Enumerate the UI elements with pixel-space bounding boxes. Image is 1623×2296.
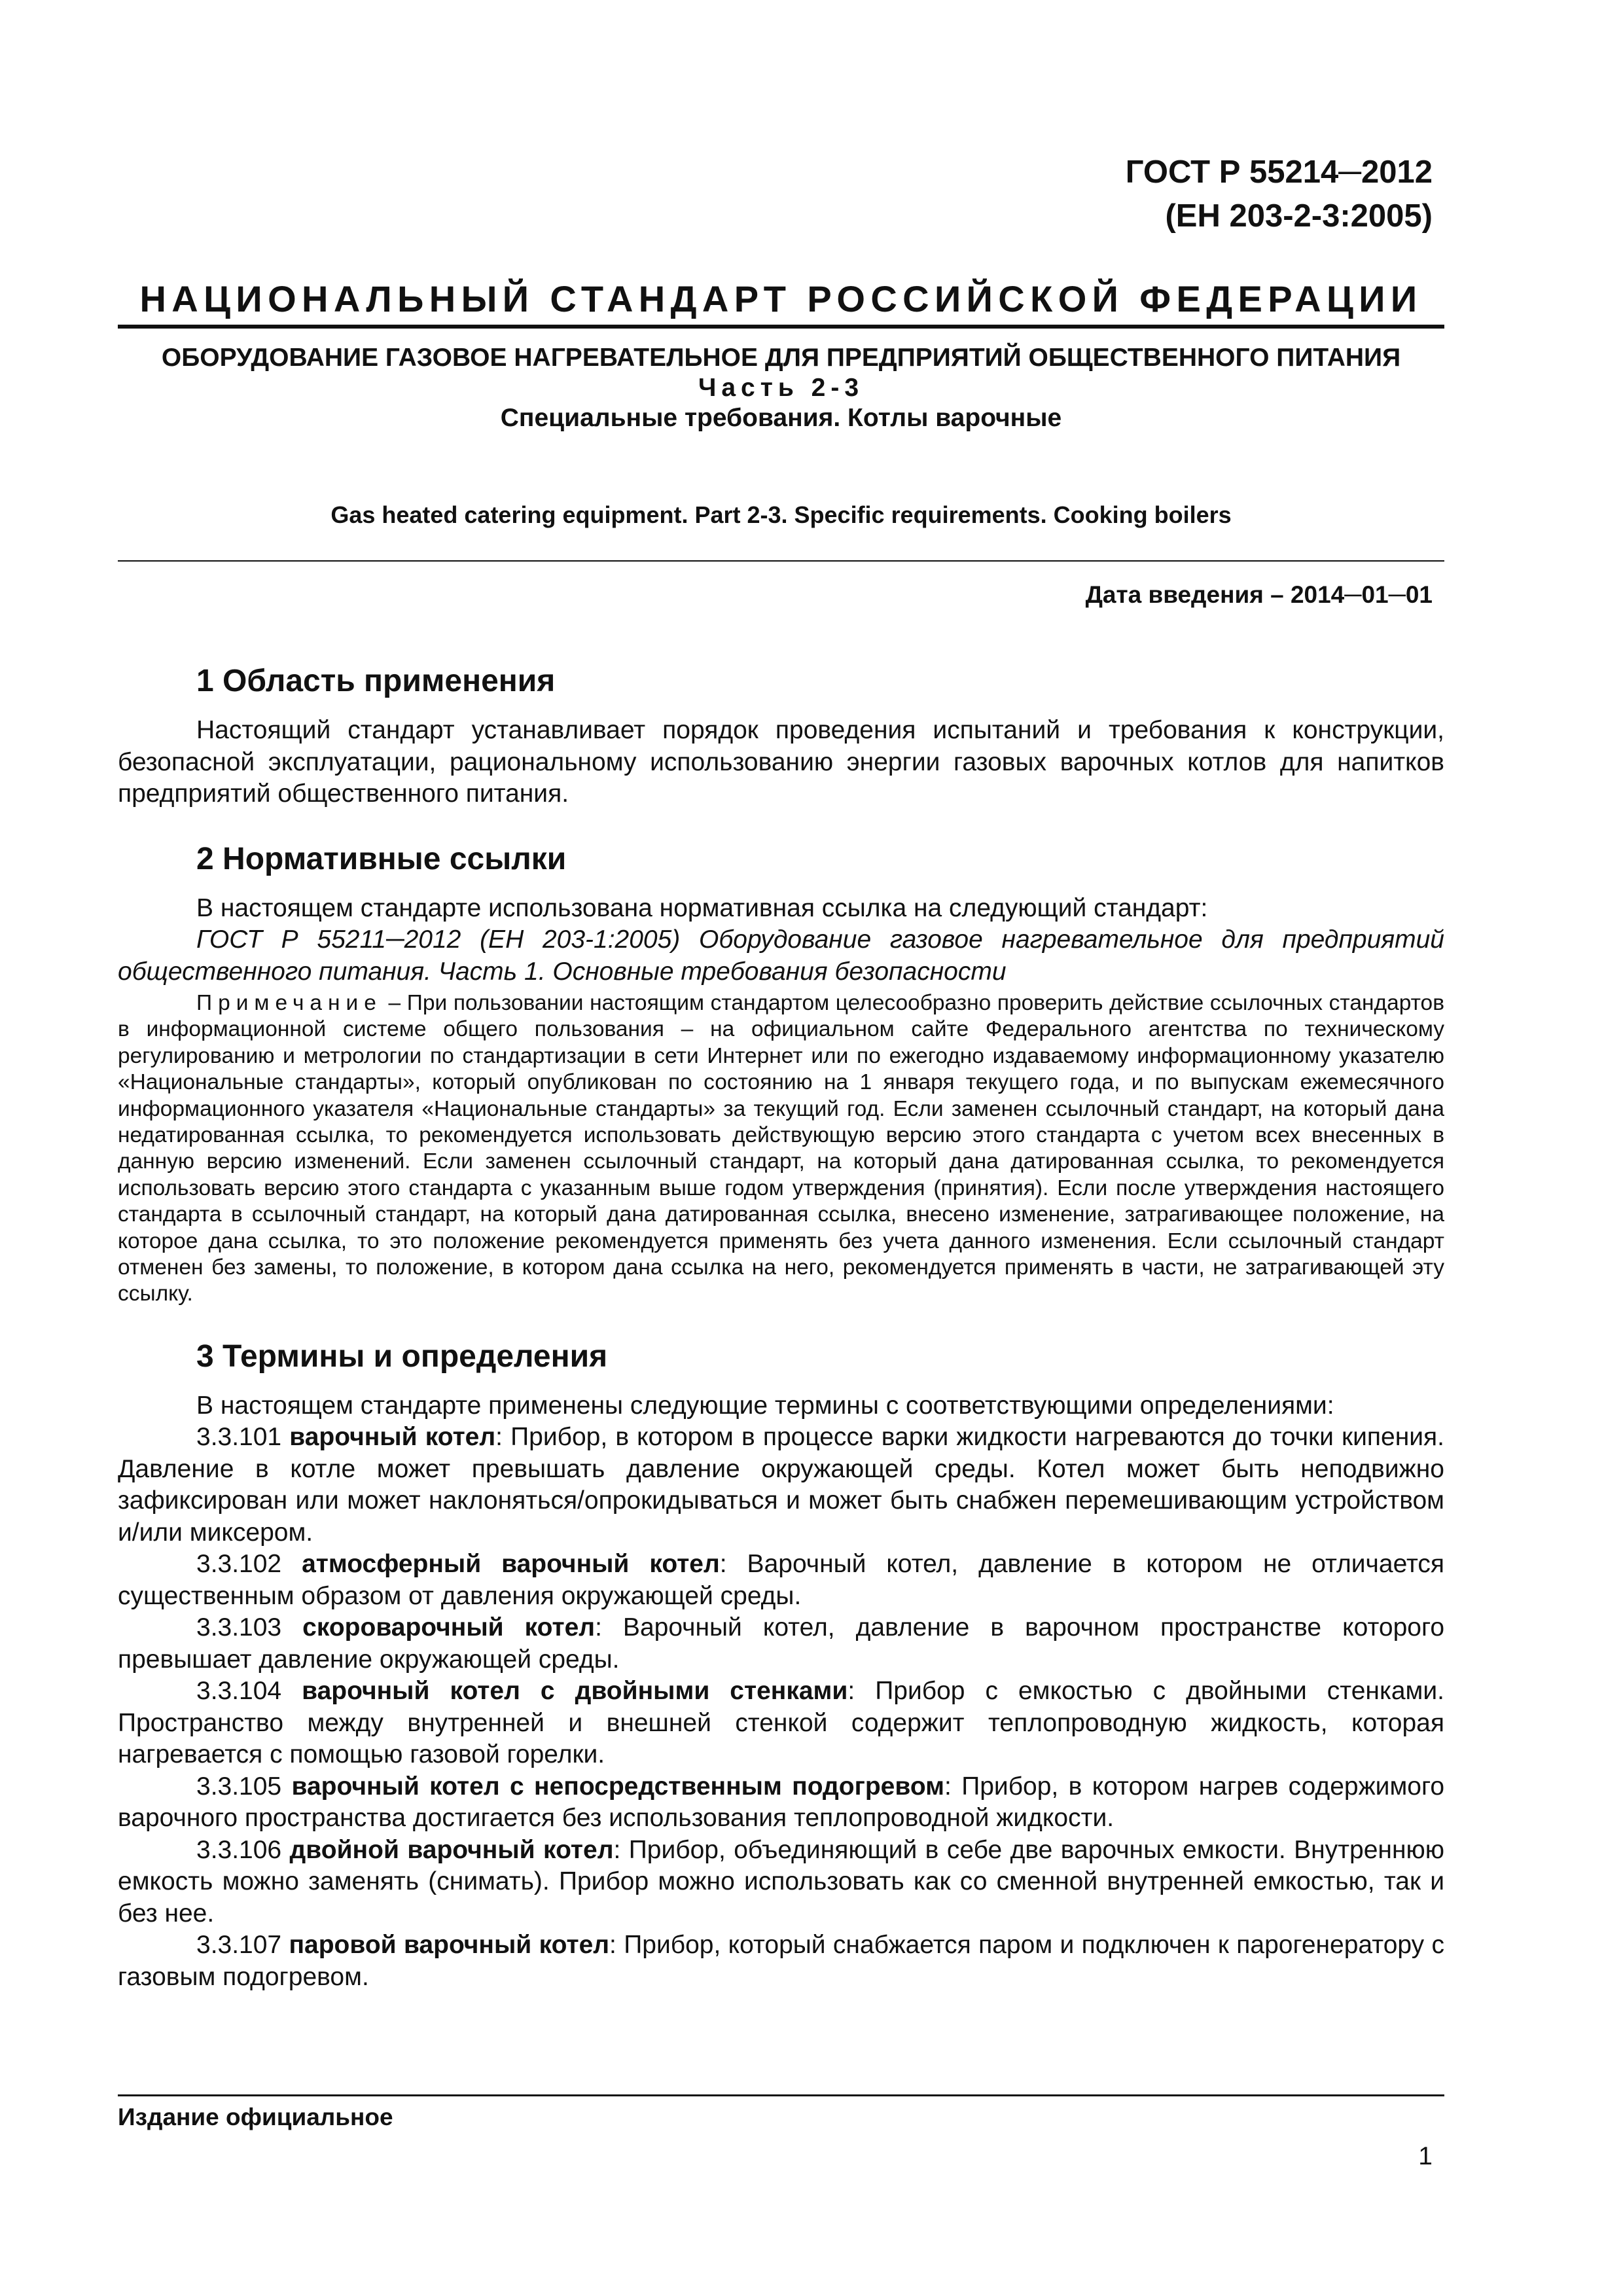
title-rule [118,325,1444,329]
terms-intro: В настоящем стандарте применены следующие термины с соответствующими определениями: [196,1391,1334,1420]
term-text: : Прибор, который снабжается паром и подключен к парогенератору с газовым подогревом. [118,1931,1444,1991]
title-main: ОБОРУДОВАНИЕ ГАЗОВОЕ НАГРЕВАТЕЛЬНОЕ ДЛЯ ПРЕДПРИЯТИЙ ОБЩЕСТВЕННОГО ПИТАНИЯ [161,344,1401,372]
header-rule [118,560,1444,562]
reference-item: ГОСТ Р 55211─2012 (ЕН 203-1:2005) Оборудование газовое нагревательное для предприятий общественного питания. Часть 1. Основные требования безопасности [118,925,1444,986]
term-name: варочный котел с двойными стенками [302,1677,848,1706]
term-text: : Прибор, в котором в процессе варки жидкости нагреваются до точки кипения. Давление в котле может превышать давление окружающей среды. Котел может быть неподвижно зафиксирован или может наклоняться/опрокидываться и может быть снабжен перемешивающим устройством и/или миксером. [118,1423,1444,1547]
note-label: Примечание [196,991,382,1015]
official-edition-label: Издание официальное [118,2104,393,2130]
term-number: 3.3.101 [196,1423,290,1452]
term-number: 3.3.104 [196,1677,302,1706]
term-definition [118,1422,1444,1549]
term-number: 3.3.105 [196,1772,292,1801]
term-text: : Прибор с емкостью с двойными стенками. Пространство между внутренней и внешней стенкой содержит теплопроводную жидкость, которая нагревается с помощью газовой горелки. [118,1677,1444,1769]
term-text: : Варочный котел, давление в варочном пространстве которого превышает давление окружающей среды. [118,1613,1445,1674]
term-definition [118,1771,1444,1835]
section-heading-terms: 3 Термины и определения [196,1338,608,1374]
national-standard-title: НАЦИОНАЛЬНЫЙ СТАНДАРТ РОССИЙСКОЙ ФЕДЕРАЦИИ [139,278,1423,319]
english-title: Gas heated catering equipment. Part 2-3. Specific requirements. Cooking boilers [330,501,1232,528]
standard-number: ГОСТ Р 55214─2012 [1125,154,1433,190]
term-name: скороварочный котел [302,1613,596,1642]
title-part: Часть 2-3 [698,374,865,402]
page-number: 1 [1418,2142,1433,2170]
note-text: – При пользовании настоящим стандартом целесообразно проверить действие ссылочных стандартов в информационной системе общего пользования – на официальном сайте Федерального агентства по техническому регулированию и метрологии по стандартизации в сети Интернет или по ежегодно издаваемому информационному указателю «Национальные стандарты», который опубликован по состоянию на 1 января текущего года, и по выпускам ежемесячного информационного указателя «Национальные стандарты» за текущий год. Если заменен ссылочный стандарт, на который дана недатированная ссылка, то рекомендуется использовать действующую версию этого стандарта с учетом всех внесенных в данную версию изменений. Если заменен ссылочный стандарт, на который дана датированная ссылка, то рекомендуется использовать версию этого стандарта с указанным выше годом утверждения (принятия). Если после утверждения настоящего стандарта в ссылочный стандарт, на который дана датированная ссылка, внесено изменение, затрагивающее положение, на которое дана ссылка, то это положение рекомендуется применять без учета данного изменения. Если ссылочный стандарт отменен без замены, то положение, в котором дана ссылка на него, рекомендуется применять в части, не затрагивающей эту ссылку. [118,991,1444,1306]
scope-paragraph: Настоящий стандарт устанавливает порядок проведения испытаний и требования к конструкции, безопасной эксплуатации, рациональному использованию энергии газовых варочных котлов для напитков предприятий общественного питания. [118,716,1444,808]
term-text: : Прибор, в котором нагрев содержимого варочного пространства достигается без использования теплопроводной жидкости. [118,1772,1445,1833]
standard-designation [1126,151,1433,238]
term-number: 3.3.107 [196,1931,289,1960]
footer-rule [118,2094,1444,2096]
document-body [118,661,1444,1993]
term-number: 3.3.102 [196,1550,302,1579]
standard-equivalent: (ЕН 203-2-3:2005) [1165,198,1433,234]
term-definition [118,1835,1444,1930]
note-paragraph [118,990,1444,1308]
term-definition [118,1929,1444,1993]
term-number: 3.3.106 [196,1835,290,1864]
term-definition [118,1549,1444,1612]
term-definition [118,1676,1444,1771]
term-number: 3.3.103 [196,1613,303,1642]
term-text: : Прибор, объединяющий в себе две варочных емкости. Внутреннюю емкость можно заменять (снимать). Прибор можно использовать как со сменной внутренней емкостью, так и без нее. [118,1835,1444,1928]
term-definition [118,1612,1444,1676]
term-name: паровой варочный котел [289,1931,610,1960]
introduction-date: Дата введения – 2014─01─01 [1085,581,1433,608]
term-name: двойной варочный котел [289,1835,614,1864]
title-subtitle: Специальные требования. Котлы варочные [500,404,1062,432]
references-intro: В настоящем стандарте использована нормативная ссылка на следующий стандарт: [196,893,1208,922]
section-heading-scope: 1 Область применения [196,664,556,698]
term-text: : Варочный котел, давление в котором не отличается существенным образом от давления окружающей среды. [118,1550,1445,1610]
document-title [157,343,1405,433]
term-name: варочный котел [289,1423,496,1452]
term-name: варочный котел с непосредственным подогревом [291,1772,944,1801]
term-name: атмосферный варочный котел [302,1550,720,1579]
section-heading-references: 2 Нормативные ссылки [196,841,567,876]
